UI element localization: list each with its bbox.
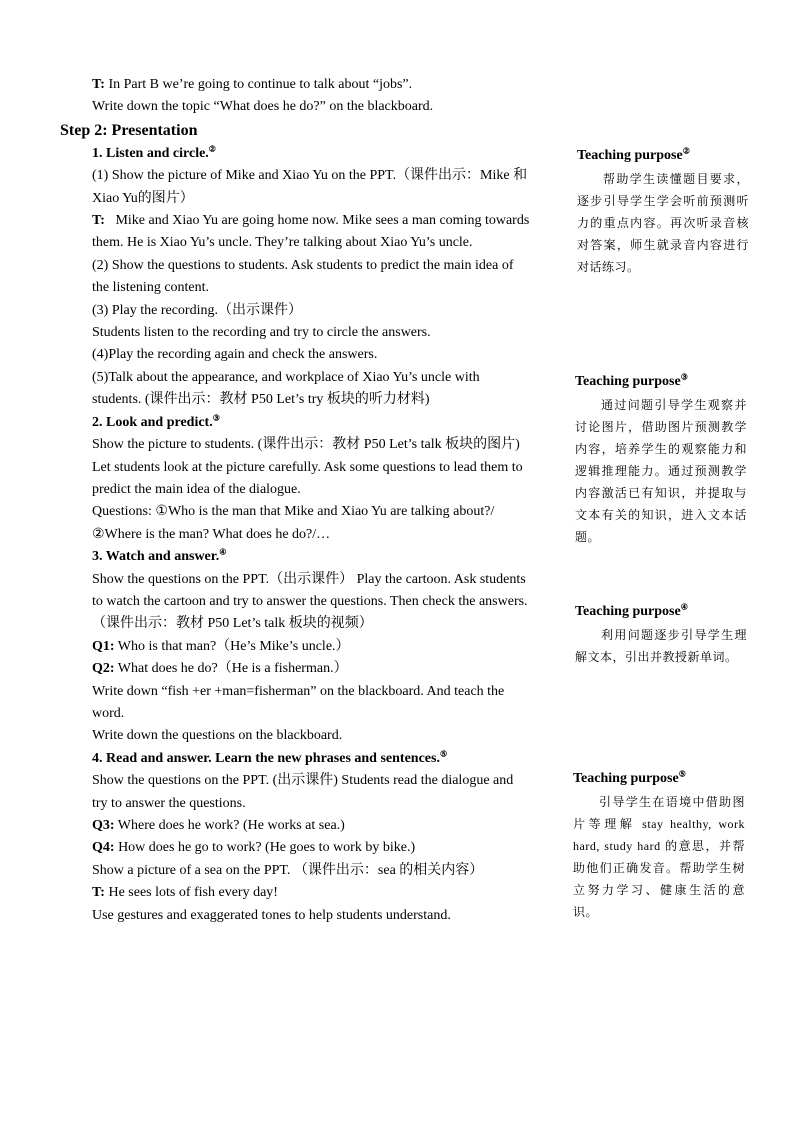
s4-q3: Q3: Where does he work? (He works at sea.) xyxy=(92,818,345,833)
s3-line-1: Show the questions on the PPT.（出示课件） Play the cartoon. Ask students to watch the cartoon and try to answer the questions. Then check the answers.（课件出示：教材 P50 Let’s talk 板块的视频） xyxy=(92,571,528,632)
footnote-mark: ④ xyxy=(219,547,227,557)
purpose-text: 利用问题逐步引导学生理解文本，引出并教授新单词。 xyxy=(575,628,747,664)
purpose-text: 引导学生在语境中借助图片等理解 stay healthy, work hard, study hard 的意思，并帮助他们正确发音。帮助学生树立努力学习、健康生活的意识。 xyxy=(573,795,745,919)
s4-line-2: Show a picture of a sea on the PPT. （课件出示：sea 的相关内容） xyxy=(92,862,484,878)
step-heading: Step 2: Presentation xyxy=(60,121,198,139)
purpose-text: 帮助学生读懂题目要求，逐步引导学生学会听前预测听力的重点内容。再次听录音核对答案，师生就录音内容进行对话练习。 xyxy=(577,172,749,274)
footnote-mark: ④ xyxy=(680,602,688,612)
footnote-mark: ⑤ xyxy=(439,749,448,759)
s4-q4: Q4: How does he go to work? (He goes to work by bike.) xyxy=(92,840,416,856)
s4-line-3: Use gestures and exaggerated tones to help students understand. xyxy=(92,907,451,923)
teaching-purpose-2 xyxy=(577,146,749,278)
s1-line-2: T: Mike and Xiao Yu are going home now. Mike sees a man coming towards them. He is Xiao Yu’s uncle. They’re talking about Xiao Yu’s uncle. xyxy=(92,213,533,251)
teaching-purpose-4 xyxy=(575,602,747,668)
teaching-purpose-5 xyxy=(573,769,745,923)
section-1-title: 1. Listen and circle.② xyxy=(92,144,216,161)
s3-q1: Q1: Who is that man?（He’s Mike’s uncle.） xyxy=(92,638,350,654)
purpose-title: Teaching purpose④ xyxy=(575,602,688,619)
s1-line-5: Students listen to the recording and try to circle the answers. xyxy=(92,325,431,341)
section-4-title: 4. Read and answer. Learn the new phrases and sentences.⑤ xyxy=(92,749,448,766)
footnote-mark: ② xyxy=(208,144,216,154)
purpose-text: 通过问题引导学生观察并讨论图片，借助图片预测教学内容，培养学生的观察能力和逻辑推理能力。通过预测教学内容激活已有知识，并提取与文本有关的知识，进入文本话题。 xyxy=(575,398,747,544)
s3-q2: Q2: What does he do?（He is a fisherman.） xyxy=(92,661,348,677)
footnote-mark: ⑤ xyxy=(678,769,686,779)
section-2-title: 2. Look and predict.③ xyxy=(92,413,220,430)
footnote-mark: ② xyxy=(682,146,690,156)
s1-line-1: (1) Show the picture of Mike and Xiao Yu on the PPT.（课件出示：Mike 和 Xiao Yu的图片） xyxy=(92,168,528,206)
purpose-title: Teaching purpose② xyxy=(577,146,690,163)
purpose-title: Teaching purpose③ xyxy=(575,372,688,389)
s4-line-1: Show the questions on the PPT. (出示课件) Students read the dialogue and try to answer the questions. xyxy=(92,773,514,811)
s1-line-7: (5)Talk about the appearance, and workplace of Xiao Yu’s uncle with students. (课件出示：教材 P50 Let’s try 板块的听力材料) xyxy=(92,369,480,408)
intro-line-2: Write down the topic “What does he do?” on the blackboard. xyxy=(92,99,434,115)
footnote-mark: ③ xyxy=(212,413,220,423)
s3-line-2: Write down “fish +er +man=fisherman” on the blackboard. And teach the word. xyxy=(92,683,505,721)
s3-line-3: Write down the questions on the blackboard. xyxy=(92,728,343,744)
purpose-title: Teaching purpose⑤ xyxy=(573,769,686,786)
footnote-mark: ③ xyxy=(680,372,688,382)
s1-line-4: (3) Play the recording.（出示课件） xyxy=(92,302,302,318)
s1-line-3: (2) Show the questions to students. Ask students to predict the main idea of the listening content. xyxy=(92,257,514,296)
teaching-purpose-3 xyxy=(575,372,747,548)
section-3-title: 3. Watch and answer.④ xyxy=(92,547,227,565)
lesson-content xyxy=(60,74,533,927)
s4-teacher-line: T: He sees lots of fish every day! xyxy=(92,885,278,901)
intro-line-1: T: In Part B we’re going to continue to talk about “jobs”. xyxy=(92,77,413,92)
s2-line-2: Questions: ①Who is the man that Mike and Xiao Yu are talking about?/ ②Where is the man? What does he do?/… xyxy=(92,504,495,542)
s1-line-6: (4)Play the recording again and check the answers. xyxy=(92,347,378,363)
s2-line-1: Show the picture to students. (课件出示：教材 P50 Let’s talk 板块的图片) Let students look at the picture carefully. Ask some questions to lead them to predict the main idea of the dialogue. xyxy=(92,437,523,497)
